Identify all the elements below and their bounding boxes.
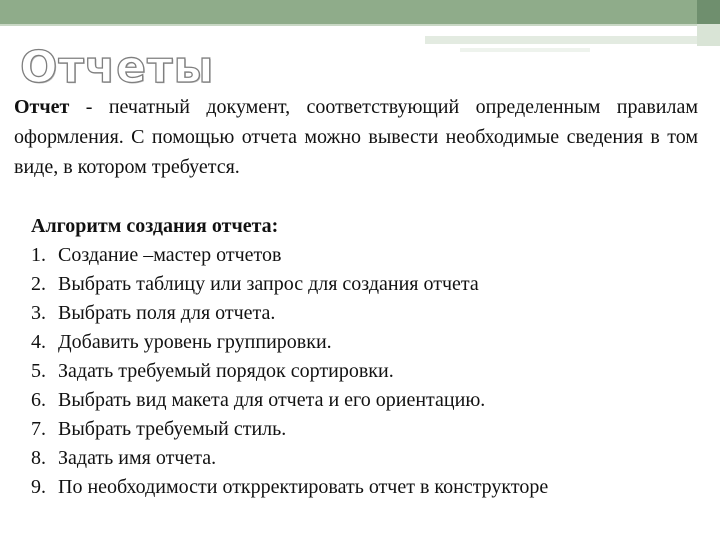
list-item (31, 328, 691, 357)
top-accent-divider (0, 24, 697, 26)
step-text: Выбрать поля для отчета. (58, 302, 276, 324)
decorative-line (425, 36, 697, 44)
step-text: Выбрать вид макета для отчета и его ориентацию. (58, 389, 486, 411)
algorithm-heading: Алгоритм создания отчета: (31, 215, 279, 237)
step-text: Создание –мастер отчетов (58, 244, 282, 266)
list-item (31, 299, 691, 328)
list-item (31, 241, 691, 270)
step-text: Выбрать таблицу или запрос для создания отчета (58, 273, 479, 295)
step-number: 4. (31, 331, 46, 353)
step-number: 5. (31, 360, 46, 382)
top-accent-band (0, 0, 697, 24)
step-text: Задать требуемый порядок сортировки. (58, 360, 394, 382)
definition-text: - печатный документ, соответствующий определенным правилам оформления. С помощью отчета можно вывести необходимые сведения в том виде, в котором требуется. (14, 96, 698, 178)
step-text: Добавить уровень группировки. (58, 331, 332, 353)
list-item (31, 415, 691, 444)
decorative-line (460, 48, 590, 52)
step-number: 1. (31, 244, 46, 266)
list-item (31, 386, 691, 415)
step-number: 2. (31, 273, 46, 295)
list-item (31, 270, 691, 299)
step-number: 8. (31, 447, 46, 469)
algorithm-steps-list (31, 241, 691, 502)
top-accent-band-edge (697, 0, 720, 24)
step-number: 6. (31, 389, 46, 411)
step-number: 9. (31, 476, 46, 498)
list-item (31, 357, 691, 386)
step-number: 7. (31, 418, 46, 440)
algorithm-section (31, 212, 691, 502)
list-item (31, 473, 691, 502)
step-text: По необходимости открректировать отчет в конструкторе (58, 476, 549, 498)
right-accent-block (697, 24, 720, 46)
definition-paragraph (14, 92, 698, 182)
step-text: Задать имя отчета. (58, 447, 217, 469)
step-text: Выбрать требуемый стиль. (58, 418, 287, 440)
slide-title: Отчеты (20, 42, 215, 93)
list-item (31, 444, 691, 473)
definition-term: Отчет (14, 96, 70, 118)
step-number: 3. (31, 302, 46, 324)
